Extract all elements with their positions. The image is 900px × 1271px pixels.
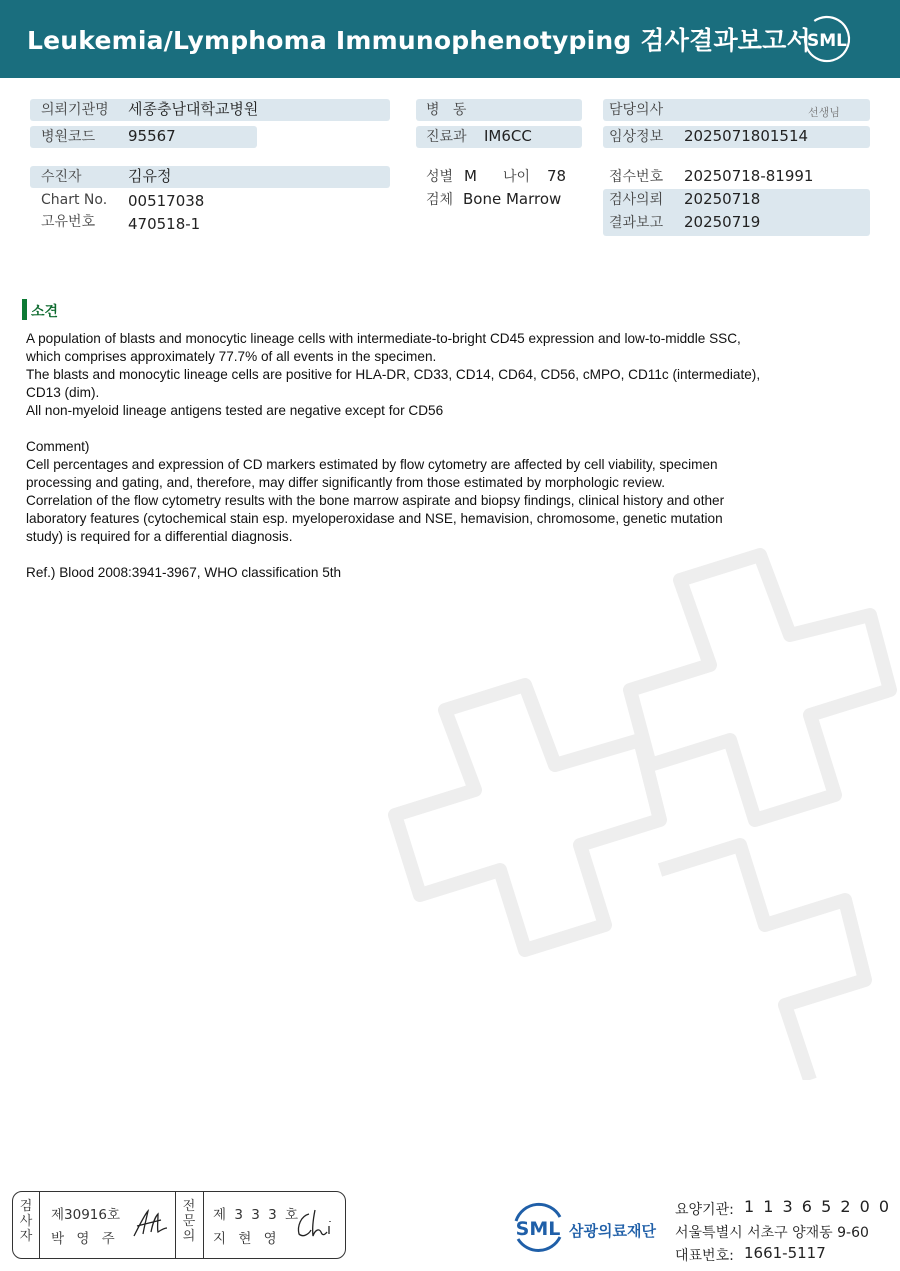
section-accent-bar	[22, 299, 27, 320]
doctor-label: 담당의사	[609, 102, 664, 118]
age-value: 78	[547, 167, 567, 185]
clinical-info-value: 2025071801514	[684, 127, 809, 145]
svg-text:SML: SML	[807, 31, 847, 51]
clinical-info-label: 임상정보	[609, 129, 664, 145]
care-no-label: 요양기관:	[675, 1202, 734, 1218]
phone-label: 대표번호:	[675, 1248, 734, 1264]
tester-name: 박 영 주	[51, 1231, 119, 1247]
specimen-value: Bone Marrow	[463, 190, 562, 208]
examinee-value: 김유정	[128, 167, 172, 185]
age-label: 나이	[503, 169, 531, 185]
dept-value: IM6CC	[484, 127, 532, 145]
hospital-code-label: 병원코드	[41, 129, 96, 145]
care-no-value: 1 1 3 6 5 2 0 0	[744, 1197, 892, 1216]
sex-value: M	[464, 167, 477, 185]
org-name: 삼광의료재단	[569, 1222, 656, 1240]
signature-divider	[203, 1192, 204, 1258]
specimen-label: 검체	[426, 192, 454, 208]
chart-no-value: 00517038	[128, 192, 205, 210]
svg-text:SML: SML	[515, 1218, 561, 1240]
report-header	[0, 0, 900, 78]
report-title: Leukemia/Lymphoma Immunophenotyping 검사결과보고서	[27, 26, 811, 55]
sml-logo-footer	[508, 1199, 568, 1257]
doctor-suffix: 선생님	[808, 106, 840, 119]
unique-no-label: 고유번호	[41, 214, 96, 230]
hospital-code-value: 95567	[128, 127, 176, 145]
address: 서울특별시 서초구 양재동 9-60	[675, 1225, 869, 1241]
sex-label: 성별	[426, 169, 454, 185]
tester-license: 제30916호	[51, 1207, 121, 1223]
dept-label: 진료과	[426, 129, 467, 145]
signature-box	[12, 1191, 346, 1259]
report-date-label: 결과보고	[609, 215, 664, 231]
specialist-label: 전 문 의	[182, 1199, 196, 1244]
findings-reference: Ref.) Blood 2008:3941-3967, WHO classification 5th	[26, 565, 342, 580]
ward-label: 병 동	[426, 102, 467, 118]
phone-value: 1661-5117	[744, 1244, 826, 1262]
findings-paragraph-1: A population of blasts and monocytic lineage cells with intermediate-to-bright CD45 expression and low-to-middle SSC, which comprises approximately 77.7% of all events in the specimen. The blasts and monocytic lineage cells are positive for HLA-DR, CD33, CD14, CD64, CD56, cMPO, CD11c (intermediate), CD13 (dim). All non-myeloid lineage antigens tested are negative except for CD56	[26, 331, 761, 418]
request-date-label: 검사의뢰	[609, 192, 664, 208]
examinee-label: 수진자	[41, 169, 82, 185]
findings-title: 소견	[31, 304, 59, 320]
report-date-value: 20250719	[684, 213, 761, 231]
signature-divider	[39, 1192, 40, 1258]
watermark-logo	[350, 540, 900, 1080]
specialist-license: 제 3 3 3 호	[213, 1207, 301, 1223]
specialist-name: 지 현 영	[213, 1231, 281, 1247]
findings-comment: Comment) Cell percentages and expression of CD markers estimated by flow cytometry are affected by cell viability, specimen processing and gating, and, therefore, may differ significantly from those estimated by morphologic review. Correlation of the flow cytometry results with the bone marrow aspirate and biopsy findings, clinical history and other laboratory features (cytochemical stain esp. myeloperoxidase and NSE, hemavision, chromosome, genetic mutation study) is required for a differential diagnosis.	[26, 439, 725, 544]
institution-label: 의뢰기관명	[41, 102, 109, 118]
institution-value: 세종충남대학교병원	[128, 100, 259, 118]
receipt-no-value: 20250718-81991	[684, 167, 814, 185]
unique-no-value: 470518-1	[128, 215, 201, 233]
receipt-no-label: 접수번호	[609, 169, 664, 185]
signature-divider	[175, 1192, 176, 1258]
tester-signature	[131, 1206, 171, 1242]
tester-label: 검 사 자	[19, 1199, 33, 1244]
request-date-value: 20250718	[684, 190, 761, 208]
examinee-row	[30, 166, 390, 188]
sml-logo-header	[800, 13, 854, 65]
specialist-signature	[293, 1206, 337, 1242]
chart-no-label: Chart No.	[41, 192, 108, 208]
